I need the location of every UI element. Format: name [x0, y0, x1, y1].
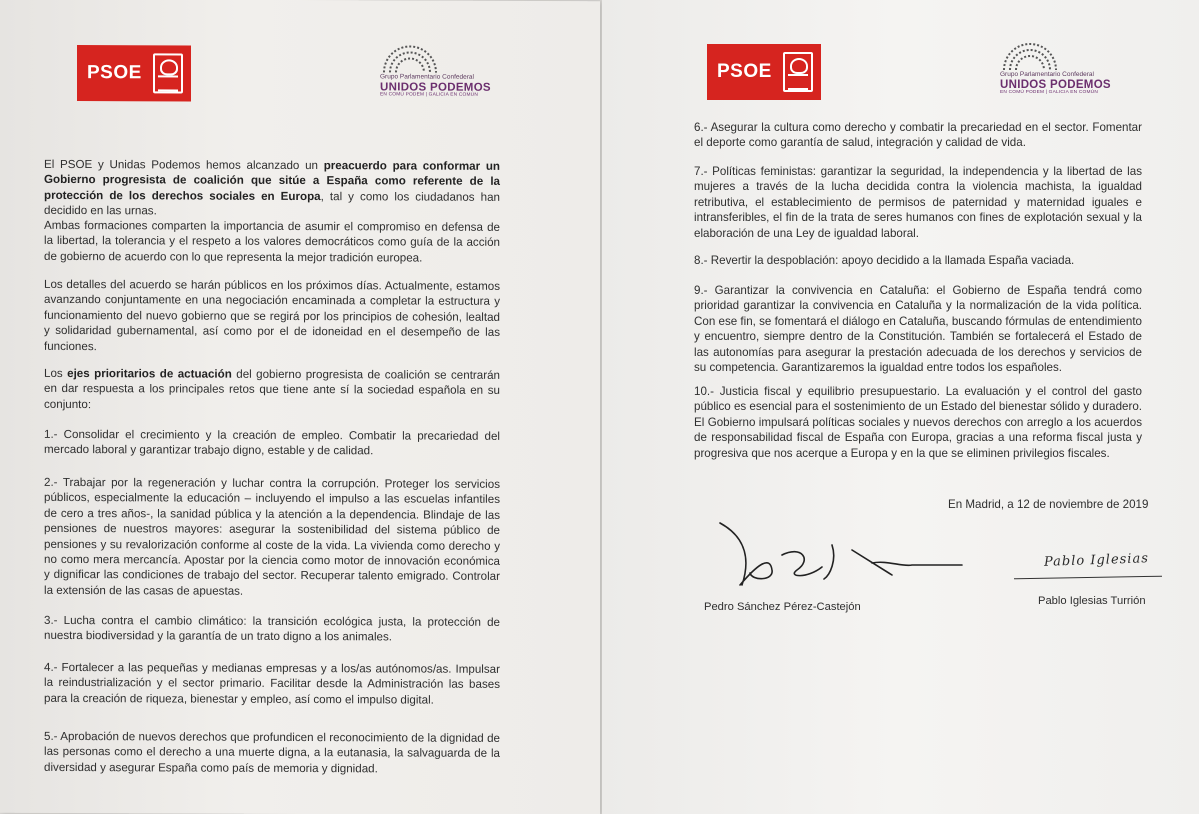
date-line: En Madrid, a 12 de noviembre de 2019 — [948, 498, 1149, 511]
podemos-arc-icon — [1000, 42, 1060, 72]
psoe-logo-text: PSOE — [717, 61, 772, 82]
up-footer: EN COMÚ PODEM | GALICIA EN COMÚN — [1000, 90, 1098, 96]
intro-text-2: , tal y como los ciudadanos han decidido en las urnas. — [44, 189, 500, 218]
psoe-rose-icon — [783, 52, 813, 92]
list-item-1: 1.- Consolidar el crecimiento y la creación de empleo. Combatir la precariedad del mercado laboral y garantizar trabajo digno, estable y de calidad. — [44, 427, 500, 458]
up-footer: EN COMÚ PODEM | GALICIA EN COMÚN — [380, 92, 478, 98]
list-item-2: 2.- Trabajar por la regeneración y luchar contra la corrupción. Proteger los servicios públicos, especialmente la educación – incluyendo el impulso a las escuelas infantiles de cero a tres años-, la sanidad pública y la atención a la dependencia. Blindaje de las pensiones de nuestros mayores: asegurar la sostenibilidad del sistema público de pensiones y su revalorización conforme al coste de la vida. La vivienda como derecho y no como mera mercancía. Apostar por la ciencia como motor de innovación económica y dignificar las condiciones de trabajo del sector. Recuperar talento emigrado. Controlar la extensión de las casas de apuestas. — [44, 475, 500, 598]
podemos-arc-icon — [380, 44, 440, 74]
psoe-logo-text: PSOE — [87, 62, 142, 84]
psoe-logo — [77, 45, 191, 101]
signer-iglesias: Pablo Iglesias Turrión — [1038, 595, 1146, 607]
list-item-7: 7.- Políticas feministas: garantizar la seguridad, la independencia y la libertad de las mujeres a través de la lucha decidida contra la violencia machista, la igualdad retributiva, el establecimiento de permisos de paternidad y maternidad iguales e intransferibles, el fin de la trata de seres humanos con fines de explotación sexual y la elaboración de una Ley de igualdad laboral. — [694, 165, 1142, 240]
list-item-6: 6.- Asegurar la cultura como derecho y combatir la precariedad en el sector. Fomentar el deporte como garantía de salud, integración y calidad de vida. — [694, 121, 1142, 150]
psoe-logo — [707, 44, 821, 100]
intro-text-1: El PSOE y Unidas Podemos hemos alcanzado un — [44, 157, 324, 173]
up-title: UNIDOS PODEMOS — [1000, 78, 1111, 91]
ejes-bold: ejes prioritarios de actuación — [67, 366, 232, 381]
unidos-podemos-logo — [1000, 42, 1122, 96]
paragraph-ejes — [44, 366, 500, 414]
paragraph-details: Los detalles del acuerdo se harán públicos en los próximos días. Actualmente, estamos avanzando conjuntamente en una negociación encaminada a completar la estructura y funcionamiento del nuevo gobierno que se regirá por los principios de cohesión, lealtad y solidaridad gubernamental, así como por el de idoneidad en el desempeño de las funciones. — [44, 277, 500, 353]
paragraph-values: Ambas formaciones comparten la importancia de asumir el compromiso en defensa de la libertad, la tolerancia y el respeto a los valores democráticos como guía de la acción de gobierno de acuerdo con lo que representa la mejor tradición europea. — [44, 218, 500, 265]
psoe-rose-icon — [153, 53, 183, 93]
list-item-10: 10.- Justicia fiscal y equilibrio presupuestario. La evaluación y el control del gasto público es esencial para el sostenimiento de un Estado del bienestar sólido y duradero. El Gobierno impulsará políticas sociales y nuevos derechos con arreglo a los acuerdos de responsabilidad fiscal de España con Europa, gracias a una reforma fiscal justa y progresiva que nos acerque a Europa y en la que se eliminen privilegios fiscales. — [694, 385, 1142, 460]
right-page — [602, 0, 1199, 814]
signer-sanchez: Pedro Sánchez Pérez-Castejón — [704, 601, 861, 613]
intro-paragraph — [44, 157, 500, 221]
signature-sanchez — [712, 515, 972, 595]
signature-iglesias: Pablo Iglesias — [1043, 551, 1150, 570]
up-subtitle: Grupo Parlamentario Confederal — [1000, 71, 1094, 78]
list-item-3: 3.- Lucha contra el cambio climático: la transición ecológica justa, la protección de nuestra biodiversidad y la garantía de un trato digno a los animales. — [44, 613, 500, 644]
ejes-text-2: del gobierno progresista de coalición se centrarán en dar respuesta a los principales retos que tiene ante sí la sociedad española en su conjunto: — [44, 367, 500, 411]
list-item-8: 8.- Revertir la despoblación: apoyo decidido a la llamada España vaciada. — [694, 254, 1075, 267]
unidos-podemos-logo — [380, 44, 502, 98]
list-item-4: 4.- Fortalecer a las pequeñas y medianas empresas y a los/as autónomos/as. Impulsar la reindustrialización y el sector primario. Facilitar desde la Administración las bases para la creación de riqueza, bienestar y empleo, así como el impulso digital. — [44, 660, 500, 707]
list-item-5: 5.- Aprobación de nuevos derechos que profundicen el reconocimiento de la dignidad de las personas como el derecho a una muerte digna, a la eutanasia, la salvaguarda de la diversidad y asegurar España como país de memoria y dignidad. — [44, 729, 500, 776]
intro-bold: preacuerdo para conformar un Gobierno progresista de coalición que sitúe a España como referente de la protección de los derechos sociales en Europa — [44, 159, 500, 203]
up-subtitle: Grupo Parlamentario Confederal — [380, 73, 474, 81]
up-title: UNIDOS PODEMOS — [380, 80, 491, 94]
ejes-text-1: Los — [44, 366, 68, 380]
signature-line — [1014, 576, 1162, 580]
list-item-9: 9.- Garantizar la convivencia en Cataluña: el Gobierno de España tendrá como prioridad garantizar la convivencia en Cataluña y la normalización de la vida política. Con ese fin, se fomentará el diálogo en Cataluña, buscando fórmulas de entendimiento y encuentro, siempre dentro de la Constitución. También se fortalecerá el Estado de las autonomías para asegurar la prestación adecuada de los derechos y servicios de su competencia. Garantizaremos la igualdad entre todos los españoles. — [694, 284, 1142, 375]
